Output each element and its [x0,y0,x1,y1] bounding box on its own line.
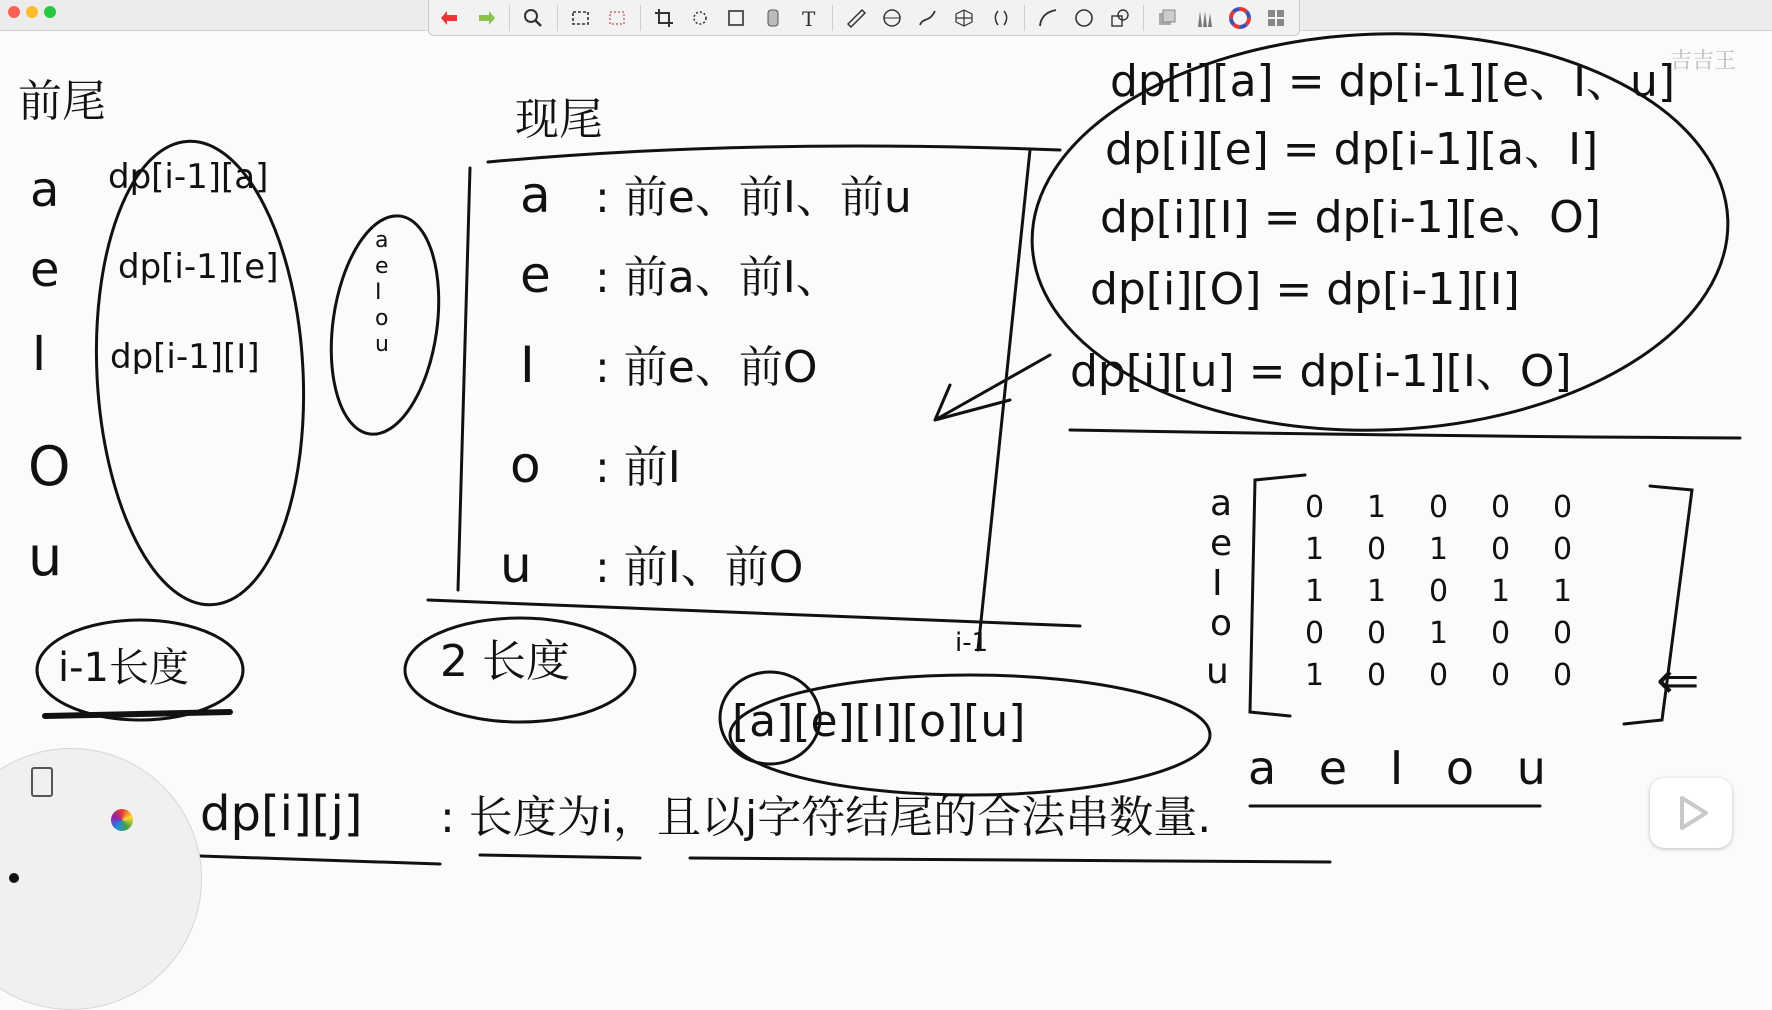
arrow-stroke [935,355,1050,420]
definition-text: : 长度为i，且以j字符结尾的合法串数量. [440,792,1212,843]
watermark: 吉吉王 [1669,49,1736,74]
matrix-cell: 0 [1305,616,1325,651]
rule-vowel-i: I [520,336,535,394]
oval-vowel: u [375,332,389,357]
matrix-cell: 1 [1491,574,1511,609]
matrix-cell: 0 [1367,658,1387,693]
matrix-row-label-o: o [1210,603,1233,644]
matrix-cell: 1 [1305,532,1325,567]
len-left-underline [45,712,230,716]
def-underline-2 [480,855,640,858]
matrix-cell: 1 [1429,532,1449,567]
matrix-cell: 1 [1367,574,1387,609]
oval-vowel: e [375,254,389,279]
oval-vowel: a [375,228,389,253]
matrix-row-label-u: u [1206,651,1229,692]
equation-i: dp[i][I] = dp[i-1][e、O] [1100,192,1601,243]
def-underline-3 [690,858,1330,862]
equation-o: dp[i][O] = dp[i-1][I] [1090,264,1520,315]
matrix-row [1305,532,1615,574]
vowel-e: e [30,242,60,298]
def-underline-1 [200,856,440,864]
brush-icon[interactable] [31,767,53,797]
oval-vowel-list [375,230,399,356]
rule-text-o: : 前I [595,442,681,493]
matrix-cell: 0 [1367,616,1387,651]
matrix-cell: 1 [1429,616,1449,651]
vowel-a: a [30,162,60,218]
matrix-cell: 1 [1305,658,1325,693]
matrix-cell: 1 [1553,574,1573,609]
matrix-cell: 0 [1491,490,1511,525]
len-mid-label: 2 长度 [440,636,570,687]
matrix-cell: 0 [1429,490,1449,525]
rule-text-e: : 前a、前I、 [595,252,840,303]
matrix-row-label-a: a [1210,483,1233,524]
matrix-cell: 0 [1429,658,1449,693]
matrix-cell: 0 [1553,616,1573,651]
rule-vowel-o: o [510,436,541,494]
rules-top-line [488,146,1060,162]
equations-underline [1070,430,1740,438]
equation-a: dp[i][a] = dp[i-1][e、I、u] [1110,56,1676,107]
matrix-cell: 0 [1491,532,1511,567]
matrix-cell: 1 [1305,574,1325,609]
dp-prev-a: dp[i-1][a] [108,157,269,197]
matrix-row [1305,616,1615,658]
play-icon [1650,778,1732,848]
rule-text-u: : 前I、前O [595,542,804,593]
len-left-label: i-1长度 [58,645,189,691]
rule-text-a: : 前e、前I、前u [595,172,912,223]
adjacency-matrix [1305,490,1615,700]
double-arrow: ⇐ [1656,651,1700,711]
dp-prev-i: dp[i-1][I] [110,340,260,374]
oval-vowel: I [375,280,382,305]
vowel-i: I [32,326,47,382]
left-title: 前尾 [18,76,106,127]
matrix-left-bracket [1250,475,1305,716]
rule-vowel-e: e [520,246,551,304]
matrix-cell: 0 [1429,574,1449,609]
play-button[interactable] [1650,778,1732,848]
svg-text:T: T [801,6,816,29]
matrix-row [1305,658,1615,700]
matrix-cell: 0 [1553,532,1573,567]
i-minus-1-label: i-1 [955,628,989,658]
dp-prev-e: dp[i-1][e] [118,247,279,287]
matrix-cell: 0 [1491,616,1511,651]
matrix-cell: 0 [1553,490,1573,525]
matrix-row [1305,574,1615,616]
definition-dp: dp[i][j] [200,786,363,842]
matrix-cell: 0 [1491,658,1511,693]
state-vector: [a][e][I][o][u] [732,696,1026,747]
color-wheel-icon[interactable] [111,809,133,831]
matrix-row-label-e: e [1210,523,1233,564]
matrix-cell: 0 [1367,532,1387,567]
rule-text-i: : 前e、前O [595,342,818,393]
matrix-row-label-i: I [1212,563,1223,604]
matrix-cell: 0 [1305,490,1325,525]
equation-e: dp[i][e] = dp[i-1][a、I] [1105,124,1599,175]
matrix-row [1305,490,1615,532]
matrix-cell: 1 [1367,490,1387,525]
matrix-cell: 0 [1553,658,1573,693]
matrix-col-labels: a e I o u [1248,741,1560,795]
rules-bracket [458,168,470,590]
rule-vowel-u: u [500,536,532,594]
brush-color-dot[interactable] [9,873,19,883]
mid-title: 现尾 [515,94,603,145]
vowel-u: u [28,525,63,588]
equation-u: dp[i][u] = dp[i-1][I、O] [1070,346,1572,397]
rule-vowel-a: a [520,166,551,224]
rules-right-line [978,150,1030,650]
vowel-o: O [28,435,71,498]
oval-vowel: o [375,306,389,331]
